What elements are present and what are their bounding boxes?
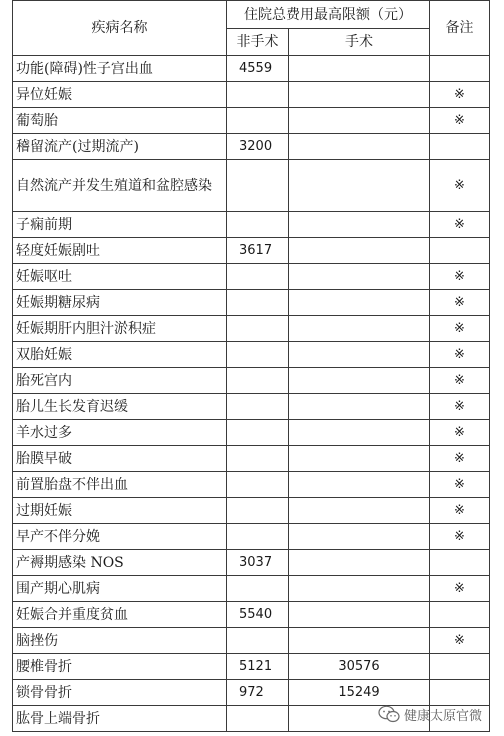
surgical-cell [289,628,430,654]
disease-name-cell: 脑挫伤 [13,628,227,654]
remark-cell: ※ [430,368,490,394]
disease-name-cell: 肱骨上端骨折 [13,706,227,732]
non-surgical-cell [227,706,289,732]
surgical-cell [289,82,430,108]
table-row [13,394,490,420]
table-row [13,472,490,498]
non-surgical-cell [227,160,289,212]
non-surgical-cell: 3200 [227,134,289,160]
remark-cell: ※ [430,420,490,446]
surgical-cell [289,394,430,420]
table-row [13,524,490,550]
non-surgical-cell [227,82,289,108]
non-surgical-cell: 5540 [227,602,289,628]
remark-cell: ※ [430,342,490,368]
surgical-cell [289,290,430,316]
table-row [13,602,490,628]
header-cost-limit: 住院总费用最高限额（元） [227,1,430,29]
remark-cell: ※ [430,472,490,498]
non-surgical-cell [227,576,289,602]
disease-name-cell: 腰椎骨折 [13,654,227,680]
surgical-cell [289,212,430,238]
remark-cell [430,550,490,576]
surgical-cell [289,420,430,446]
remark-cell [430,654,490,680]
remark-cell: ※ [430,160,490,212]
table-row [13,238,490,264]
surgical-cell: 30576 [289,654,430,680]
disease-name-cell: 产褥期感染 NOS [13,550,227,576]
disease-name-cell: 妊娠期肝内胆汁淤积症 [13,316,227,342]
table-row [13,498,490,524]
remark-cell: ※ [430,498,490,524]
surgical-cell [289,524,430,550]
table-row [13,108,490,134]
remark-cell: ※ [430,264,490,290]
disease-name-cell: 妊娠期糖尿病 [13,290,227,316]
disease-name-cell: 双胎妊娠 [13,342,227,368]
remark-cell: ※ [430,524,490,550]
surgical-cell [289,550,430,576]
disease-name-cell: 自然流产并发生殖道和盆腔感染 [13,160,227,212]
disease-name-cell: 早产不伴分娩 [13,524,227,550]
non-surgical-cell [227,316,289,342]
disease-name-cell: 异位妊娠 [13,82,227,108]
surgical-cell [289,342,430,368]
non-surgical-cell [227,524,289,550]
surgical-cell [289,238,430,264]
disease-name-cell: 前置胎盘不伴出血 [13,472,227,498]
table-row [13,628,490,654]
surgical-cell [289,446,430,472]
surgical-cell [289,264,430,290]
remark-cell: ※ [430,394,490,420]
remark-cell [430,602,490,628]
table-row [13,56,490,82]
table-row [13,420,490,446]
non-surgical-cell [227,420,289,446]
disease-cost-table [12,0,490,732]
non-surgical-cell: 3037 [227,550,289,576]
table-row [13,290,490,316]
remark-cell: ※ [430,108,490,134]
wechat-icon [378,705,400,723]
remark-cell [430,56,490,82]
header-surgical: 手术 [289,29,430,56]
disease-name-cell: 胎膜早破 [13,446,227,472]
surgical-cell [289,368,430,394]
disease-name-cell: 轻度妊娠剧吐 [13,238,227,264]
remark-cell: ※ [430,290,490,316]
table-body [13,56,490,732]
non-surgical-cell [227,212,289,238]
header-non-surgical: 非手术 [227,29,289,56]
table-row [13,368,490,394]
watermark [378,700,500,728]
table-row [13,134,490,160]
table-row [13,160,490,212]
surgical-cell [289,498,430,524]
header-remarks: 备注 [430,1,490,56]
remark-cell: ※ [430,82,490,108]
non-surgical-cell [227,394,289,420]
surgical-cell: 15249 [289,680,430,706]
disease-name-cell: 稽留流产(过期流产) [13,134,227,160]
table-row [13,342,490,368]
surgical-cell [289,56,430,82]
table-row [13,550,490,576]
remark-cell: ※ [430,628,490,654]
surgical-cell [289,160,430,212]
disease-name-cell: 子痫前期 [13,212,227,238]
surgical-cell [289,472,430,498]
remark-cell [430,238,490,264]
disease-name-cell: 锁骨骨折 [13,680,227,706]
table-row [13,212,490,238]
table-row [13,446,490,472]
remark-cell [430,134,490,160]
table-row [13,654,490,680]
non-surgical-cell [227,342,289,368]
non-surgical-cell: 3617 [227,238,289,264]
watermark-text: 健康太原官微 [404,708,483,724]
table-row [13,576,490,602]
non-surgical-cell: 4559 [227,56,289,82]
table-row [13,264,490,290]
remark-cell: ※ [430,212,490,238]
surgical-cell [289,108,430,134]
remark-cell: ※ [430,576,490,602]
disease-name-cell: 妊娠合并重度贫血 [13,602,227,628]
disease-name-cell: 葡萄胎 [13,108,227,134]
disease-name-cell: 胎死宫内 [13,368,227,394]
disease-name-cell: 功能(障碍)性子宫出血 [13,56,227,82]
non-surgical-cell [227,264,289,290]
non-surgical-cell: 972 [227,680,289,706]
disease-name-cell: 胎儿生长发育迟缓 [13,394,227,420]
non-surgical-cell [227,498,289,524]
non-surgical-cell [227,628,289,654]
disease-name-cell: 围产期心肌病 [13,576,227,602]
header-disease-name: 疾病名称 [13,1,227,56]
disease-name-cell: 妊娠呕吐 [13,264,227,290]
non-surgical-cell [227,368,289,394]
surgical-cell [289,602,430,628]
surgical-cell [289,316,430,342]
remark-cell: ※ [430,316,490,342]
disease-name-cell: 羊水过多 [13,420,227,446]
table-row [13,82,490,108]
table-row [13,316,490,342]
non-surgical-cell [227,472,289,498]
non-surgical-cell: 5121 [227,654,289,680]
non-surgical-cell [227,446,289,472]
remark-cell: ※ [430,446,490,472]
non-surgical-cell [227,108,289,134]
surgical-cell [289,134,430,160]
non-surgical-cell [227,290,289,316]
surgical-cell [289,576,430,602]
disease-name-cell: 过期妊娠 [13,498,227,524]
